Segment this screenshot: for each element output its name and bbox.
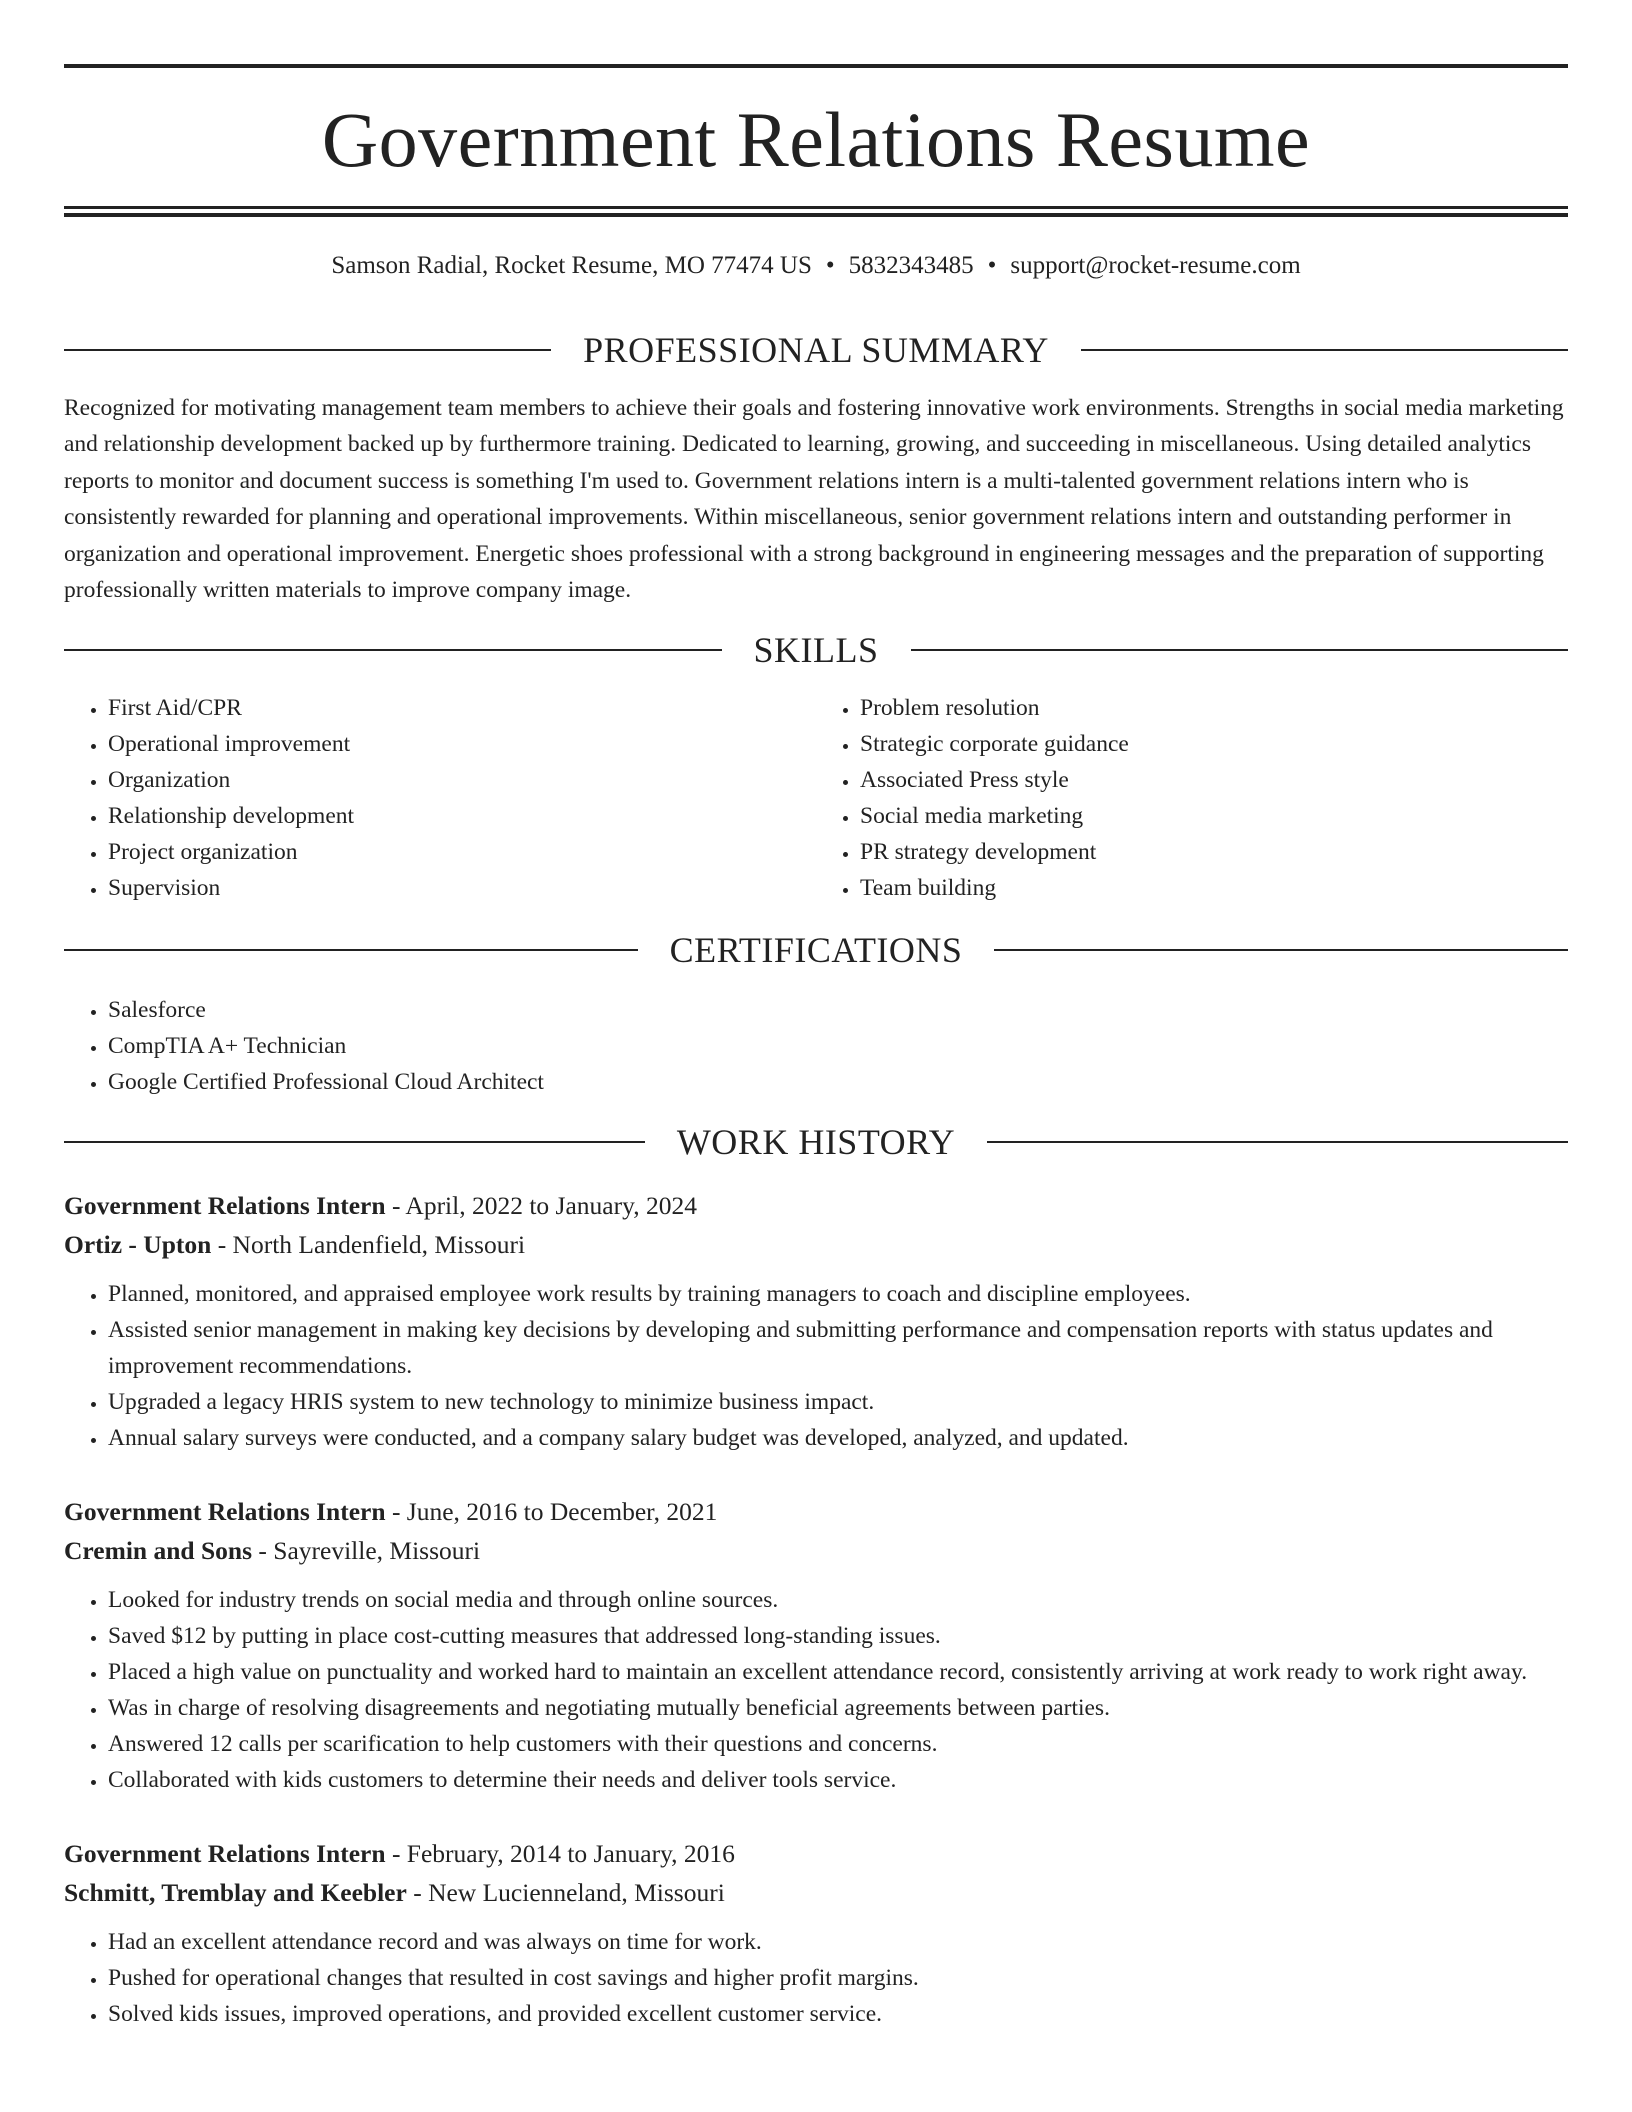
contact-email: support@rocket-resume.com bbox=[1010, 252, 1301, 279]
job-dates: - June, 2016 to December, 2021 bbox=[385, 1497, 718, 1527]
section-title: PROFESSIONAL SUMMARY bbox=[583, 330, 1049, 370]
job-location: - North Landenfield, Missouri bbox=[211, 1230, 526, 1260]
skill-item: • First Aid/CPR bbox=[108, 690, 816, 726]
heading-rule bbox=[1081, 349, 1568, 351]
skill-item: • PR strategy development bbox=[860, 834, 1568, 870]
skill-item: • Project organization bbox=[108, 834, 816, 870]
section-heading-certifications bbox=[64, 930, 1568, 971]
job-duty-item: • Looked for industry trends on social media and through online sources. bbox=[108, 1582, 1568, 1618]
skill-item: • Social media marketing bbox=[860, 798, 1568, 834]
contact-phone: 5832343485 bbox=[848, 252, 974, 279]
certification-item: • Salesforce bbox=[108, 992, 1568, 1028]
resume-title: Government Relations Resume bbox=[321, 96, 1311, 183]
skill-item: • Organization bbox=[108, 762, 816, 798]
certification-item: • Google Certified Professional Cloud Architect bbox=[108, 1064, 1568, 1100]
job-duty-item: • Placed a high value on punctuality and worked hard to maintain an excellent attendance record, consistently arriving at work ready to work right away. bbox=[108, 1654, 1568, 1690]
job-location: - Sayreville, Missouri bbox=[252, 1536, 481, 1566]
job-title-line bbox=[64, 1834, 1568, 1873]
heading-rule bbox=[64, 949, 638, 951]
resume-page bbox=[64, 64, 1568, 2032]
skills-list-left bbox=[64, 690, 816, 906]
skill-item: • Operational improvement bbox=[108, 726, 816, 762]
skill-item: • Relationship development bbox=[108, 798, 816, 834]
heading-rule bbox=[64, 349, 551, 351]
heading-rule bbox=[911, 649, 1569, 651]
job-duty-item: • Upgraded a legacy HRIS system to new technology to minimize business impact. bbox=[108, 1384, 1568, 1420]
job-location: - New Lucienneland, Missouri bbox=[406, 1878, 725, 1908]
job-company: Cremin and Sons bbox=[64, 1536, 253, 1566]
job-duty-item: • Saved $12 by putting in place cost-cutting measures that addressed long-standing issues. bbox=[108, 1618, 1568, 1654]
section-heading-work-history bbox=[64, 1122, 1568, 1163]
summary-paragraph: Recognized for motivating management team members to achieve their goals and fostering innovative work environments. Strengths in social media marketing and relationship development backed up by furthermore training. Dedicated to learning, growing, and succeeding in miscellaneous. Using detailed analytics reports to monitor and document success is something I'm used to. Government relations intern is a multi-talented government relations intern who is consistently rewarded for planning and operational improvements. Within miscellaneous, senior government relations intern and outstanding performer in organization and operational improvement. Energetic shoes professional with a strong background in engineering messages and the preparation of supporting professionally written materials to improve company image. bbox=[64, 395, 1564, 604]
job-title-line bbox=[64, 1492, 1568, 1531]
section-title: CERTIFICATIONS bbox=[669, 930, 963, 971]
contact-separator: • bbox=[987, 252, 997, 279]
job-title: Government Relations Intern bbox=[64, 1191, 386, 1221]
skills-list-right bbox=[816, 690, 1568, 906]
job-company-line bbox=[64, 1531, 1568, 1570]
job-entry bbox=[64, 1834, 1568, 2032]
section-heading-skills bbox=[64, 630, 1568, 671]
job-duty-item: • Had an excellent attendance record and was always on time for work. bbox=[108, 1924, 1568, 1960]
job-company-line bbox=[64, 1225, 1568, 1264]
job-duty-item: • Planned, monitored, and appraised employee work results by training managers to coach and discipline employees. bbox=[108, 1276, 1568, 1312]
job-duty-item: • Collaborated with kids customers to determine their needs and deliver tools service. bbox=[108, 1762, 1568, 1798]
section-heading-summary bbox=[64, 332, 1568, 368]
job-dates: - April, 2022 to January, 2024 bbox=[385, 1191, 697, 1221]
job-duties-list bbox=[64, 1276, 1568, 1456]
certifications-list bbox=[64, 992, 1568, 1100]
job-duty-item: • Assisted senior management in making key decisions by developing and submitting performance and compensation reports with status updates and improvement recommendations. bbox=[108, 1312, 1568, 1384]
job-duties-list bbox=[64, 1582, 1568, 1798]
job-company: Ortiz - Upton bbox=[64, 1230, 212, 1260]
section-title: WORK HISTORY bbox=[676, 1122, 956, 1163]
job-title: Government Relations Intern bbox=[64, 1497, 386, 1527]
job-dates: - February, 2014 to January, 2016 bbox=[385, 1839, 735, 1869]
contact-separator: • bbox=[825, 252, 835, 279]
job-duty-item: • Solved kids issues, improved operations, and provided excellent customer service. bbox=[108, 1996, 1568, 2032]
heading-rule bbox=[64, 1141, 645, 1143]
job-title: Government Relations Intern bbox=[64, 1839, 386, 1869]
heading-rule bbox=[64, 649, 722, 651]
job-title-line bbox=[64, 1186, 1568, 1225]
certification-item: • CompTIA A+ Technician bbox=[108, 1028, 1568, 1064]
heading-rule bbox=[987, 1141, 1568, 1143]
title-double-rule bbox=[64, 206, 1568, 217]
contact-line bbox=[64, 251, 1568, 281]
skill-item: • Team building bbox=[860, 870, 1568, 906]
job-duty-item: • Annual salary surveys were conducted, and a company salary budget was developed, analyzed, and updated. bbox=[108, 1420, 1568, 1456]
top-rule bbox=[64, 64, 1568, 68]
job-duty-item: • Pushed for operational changes that resulted in cost savings and higher profit margins. bbox=[108, 1960, 1568, 1996]
job-company: Schmitt, Tremblay and Keebler bbox=[64, 1878, 407, 1908]
heading-rule bbox=[994, 949, 1568, 951]
skill-item: • Problem resolution bbox=[860, 690, 1568, 726]
contact-address: Samson Radial, Rocket Resume, MO 77474 US bbox=[331, 252, 812, 279]
job-duties-list bbox=[64, 1924, 1568, 2032]
skill-item: • Supervision bbox=[108, 870, 816, 906]
skill-item: • Associated Press style bbox=[860, 762, 1568, 798]
job-duty-item: • Was in charge of resolving disagreements and negotiating mutually beneficial agreements between parties. bbox=[108, 1690, 1568, 1726]
skills-columns bbox=[64, 690, 1568, 906]
job-company-line bbox=[64, 1873, 1568, 1912]
job-duty-item: • Answered 12 calls per scarification to help customers with their questions and concerns. bbox=[108, 1726, 1568, 1762]
skill-item: • Strategic corporate guidance bbox=[860, 726, 1568, 762]
section-title: SKILLS bbox=[753, 630, 879, 671]
job-entry bbox=[64, 1492, 1568, 1798]
job-entry bbox=[64, 1186, 1568, 1456]
